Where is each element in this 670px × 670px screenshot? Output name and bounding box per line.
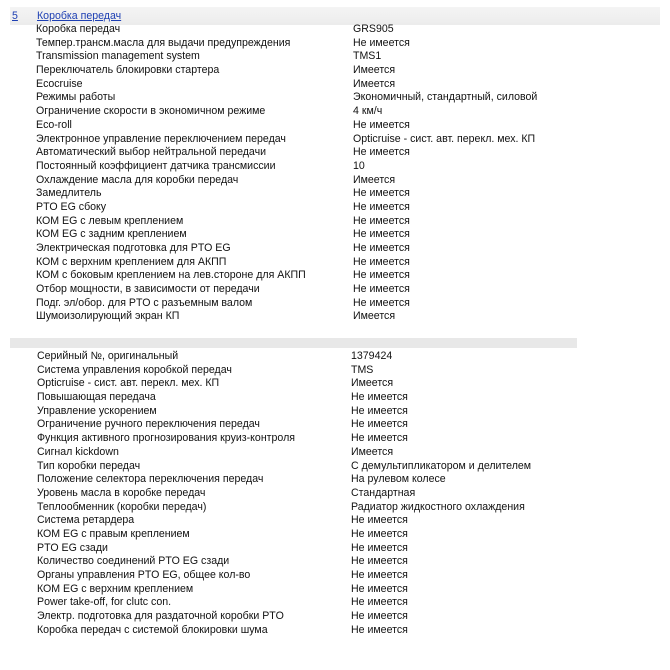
spec-value: Не имеется [351,514,408,527]
spec-label: Автоматический выбор нейтральной передачи [36,146,267,159]
spec-value: Имеется [353,77,396,90]
spec-row [10,228,660,242]
spec-label: Opticruise - сист. авт. перекл. мех. КП [37,377,220,390]
spec-value: Не имеется [353,146,410,159]
spec-value: Не имеется [351,432,408,445]
spec-value: Имеется [351,445,394,458]
spec-label: Переключатель блокировки стартера [36,64,220,77]
spec-row [10,460,660,474]
spec-label: Серийный №, оригинальный [37,350,179,362]
spec-row [10,487,660,501]
spec-value: Не имеется [351,582,408,595]
spec-row [10,269,660,283]
spec-label: Замедлитель [36,187,102,200]
spec-row [10,64,660,78]
spec-row [10,105,660,119]
spec-value: Стандартная [351,486,416,499]
spec-row [10,310,660,324]
spec-value: Не имеется [351,596,408,609]
spec-label: Темпер.трансм.масла для выдачи предупреждения [36,36,291,49]
spec-row [10,446,660,460]
spec-value: Не имеется [351,555,408,568]
transmission-panel [10,7,660,335]
spec-label: Система ретардера [37,514,135,527]
spec-row [10,133,660,147]
spec-label: Электронное управление переключением передач [36,132,286,145]
spec-row [10,473,660,487]
spec-value: Не имеется [351,418,408,431]
spec-value: Не имеется [353,228,410,241]
spec-value: Не имеется [353,214,410,227]
spec-label: КОМ EG с задним креплением [36,228,187,241]
spec-value: 10 [353,159,365,172]
spec-row [10,569,660,583]
spec-label: Ecocruise [36,77,83,90]
spec-label: КОМ EG с верхним креплением [37,582,194,595]
spec-label: Power take-off, for clutc con. [37,596,172,609]
spec-value: Не имеется [351,569,408,581]
section-number-link[interactable]: 5 [12,10,18,22]
spec-row [10,432,660,446]
spec-list [10,23,660,324]
spec-label: Электр. подготовка для раздаточной коробки PTO [37,610,284,623]
spec-value: Не имеется [351,391,408,404]
spec-label: Управление ускорением [37,404,157,417]
spec-row [10,37,660,51]
spec-value: Не имеется [351,610,408,623]
spec-label: КОМ с боковым креплением на лев.стороне для АКПП [36,269,306,282]
spec-row [10,501,660,515]
spec-label: Подг. эл/обор. для PTO с разъемным валом [36,296,253,309]
spec-row [10,418,660,432]
spec-value: Не имеется [353,187,410,200]
section-title-link[interactable]: Коробка передач [37,10,122,22]
spec-row [10,91,660,105]
spec-row [10,201,660,215]
spec-value: Радиатор жидкостного охлаждения [351,500,525,513]
spec-row [10,215,660,229]
spec-label: Сигнал kickdown [37,445,119,458]
spec-value: Экономичный, стандартный, силовой [353,91,538,104]
spec-row [10,583,660,597]
spec-row [10,514,660,528]
spec-value: 1379424 [351,350,393,362]
spec-row [10,119,660,133]
spec-label: Система управления коробкой передач [37,363,232,376]
spec-label: КОМ с верхним креплением для АКПП [36,255,227,268]
spec-row [10,364,660,378]
spec-row [10,405,660,419]
spec-value: Имеется [353,310,396,323]
spec-value: 4 км/ч [353,105,383,118]
spec-value: GRS905 [353,23,394,35]
spec-row [10,391,660,405]
spec-row [10,555,660,569]
spec-value: Имеется [351,377,394,390]
spec-label: КОМ EG с правым креплением [37,527,190,540]
spec-row [10,528,660,542]
spec-row [10,377,660,391]
spec-value: Не имеется [353,200,410,213]
spec-label: Теплообменник (коробки передач) [37,500,207,513]
spec-label: Ограничение скорости в экономичном режиме [36,105,266,118]
spec-row [10,160,660,174]
spec-label: Повышающая передача [37,391,156,404]
spec-row [10,256,660,270]
spec-label: Тип коробки передач [37,459,141,472]
spec-value: С демультипликатором и делителем [351,459,532,472]
spec-value: Не имеется [353,296,410,309]
spec-row [10,596,660,610]
spec-row [10,283,660,297]
spec-list [10,350,660,637]
spec-label: Ограничение ручного переключения передач [37,418,260,431]
spec-value: Не имеется [351,404,408,417]
spec-row [10,542,660,556]
spec-label: Отбор мощности, в зависимости от передачи [36,283,260,296]
spec-value: Не имеется [353,283,410,296]
spec-value: Opticruise - сист. авт. перекл. мех. КП [353,132,536,145]
spec-label: Transmission management system [36,50,200,63]
spec-value: Не имеется [353,36,410,49]
transmission-details-panel [10,338,660,634]
panel-divider-bar [10,338,577,348]
spec-value: Имеется [353,173,396,186]
spec-label: Коробка передач [36,23,121,35]
spec-label: Органы управления PTO EG, общее кол-во [37,569,251,581]
spec-row [10,146,660,160]
spec-value: Имеется [353,64,396,77]
spec-label: PTO EG сбоку [36,200,107,213]
spec-label: PTO EG сзади [37,541,108,554]
spec-value: TMS [351,363,374,376]
spec-value: TMS1 [353,50,382,63]
spec-row [10,23,660,37]
spec-row [10,624,660,638]
spec-label: Положение селектора переключения передач [37,473,264,486]
spec-row [10,174,660,188]
spec-value: Не имеется [351,541,408,554]
spec-value: Не имеется [353,255,410,268]
spec-label: Постоянный коэффициент датчика трансмиссии [36,159,276,172]
spec-label: Коробка передач с системой блокировки шума [37,623,268,636]
spec-label: Количество соединений PTO EG сзади [37,555,230,568]
spec-label: КОМ EG с левым креплением [36,214,184,227]
spec-row [10,350,660,364]
spec-row [10,297,660,311]
spec-label: Охлаждение масла для коробки передач [36,173,239,186]
spec-value: Не имеется [351,623,408,636]
spec-row [10,187,660,201]
spec-row [10,242,660,256]
spec-value: Не имеется [353,269,410,282]
spec-row [10,50,660,64]
spec-value: На рулевом колесе [351,473,446,486]
spec-label: Уровень масла в коробке передач [37,486,206,499]
spec-row [10,78,660,92]
spec-label: Электрическая подготовка для PTO EG [36,242,231,254]
spec-value: Не имеется [353,118,410,131]
spec-value: Не имеется [351,527,408,540]
spec-label: Функция активного прогнозирования круиз-контроля [37,432,295,445]
spec-value: Не имеется [353,242,410,254]
spec-label: Шумоизолирующий экран КП [36,310,180,323]
spec-label: Eco-roll [36,118,72,131]
spec-row [10,610,660,624]
spec-label: Режимы работы [36,91,116,104]
